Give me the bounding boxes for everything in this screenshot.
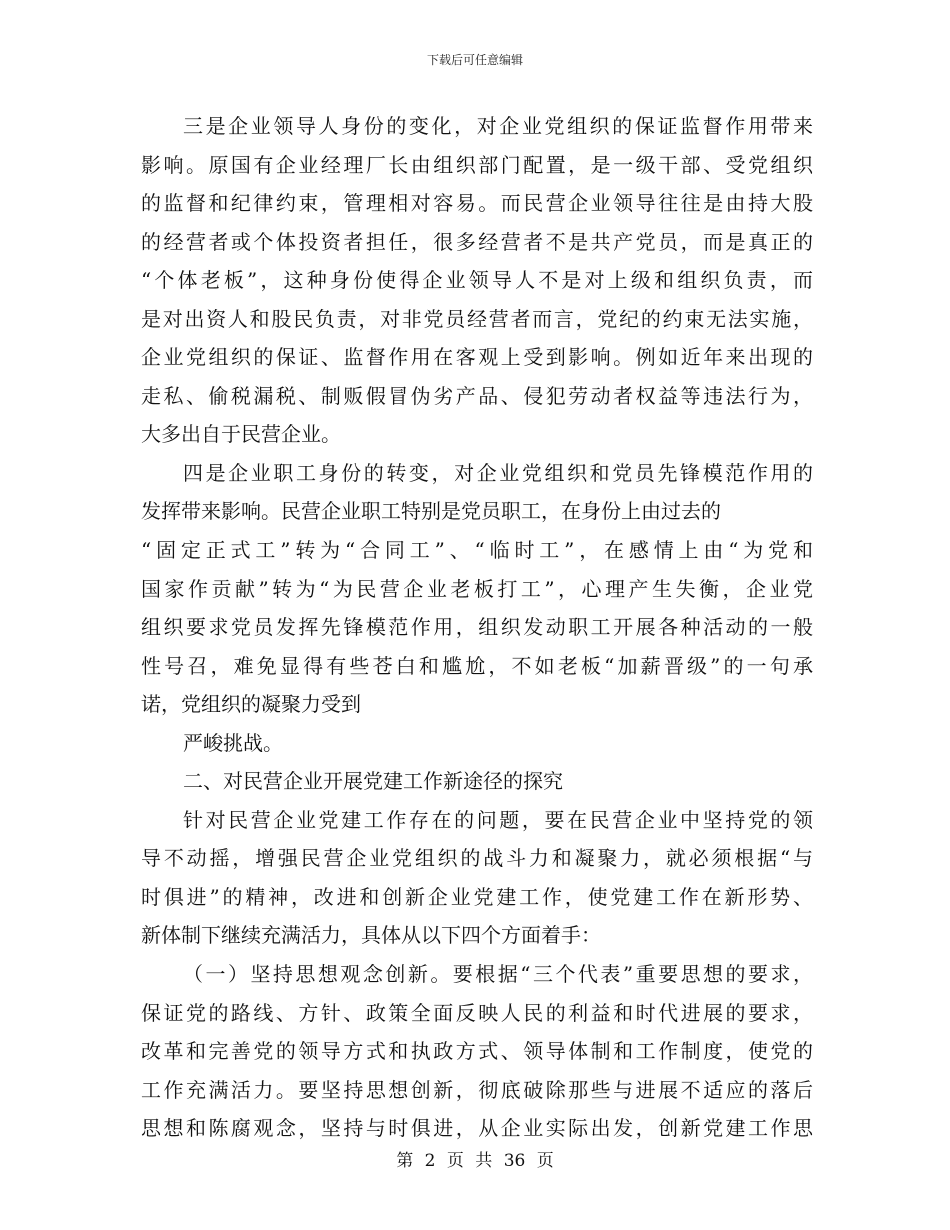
text-line: 保证党的路线、方针、政策全面反映人民的利益和时代进展的要求， bbox=[141, 1000, 813, 1025]
text-line: 新体制下继续充满活力，具体从以下四个方面着手： bbox=[141, 923, 601, 948]
page-footer: 第 2 页 共 36 页 bbox=[396, 1151, 554, 1171]
text-line: 二、对民营企业开展党建工作新途径的探究 bbox=[183, 769, 563, 794]
text-line: “个体老板”，这种身份使得企业领导人不是对上级和组织负责，而 bbox=[141, 268, 813, 293]
document-body bbox=[141, 107, 813, 1148]
text-line: 思想和陈腐观念，坚持与时俱进，从企业实际出发，创新党建工作思 bbox=[141, 1116, 813, 1141]
text-line: 导不动摇，增强民营企业党组织的战斗力和凝聚力，就必须根据“与 bbox=[141, 846, 813, 871]
text-line: 四是企业职工身份的转变，对企业党组织和党员先锋模范作用的 bbox=[183, 460, 813, 485]
text-line: （一）坚持思想观念创新。要根据“三个代表”重要思想的要求， bbox=[183, 962, 813, 987]
text-line: “固定正式工”转为“合同工”、“临时工”，在感情上由“为党和 bbox=[141, 538, 813, 563]
text-line: 是对出资人和股民负责，对非党员经营者而言，党纪的约束无法实施， bbox=[141, 306, 813, 331]
text-line: 针对民营企业党建工作存在的问题，要在民营企业中坚持党的领 bbox=[183, 807, 813, 832]
text-line: 大多出自于民营企业。 bbox=[141, 422, 341, 447]
text-line: 组织要求党员发挥先锋模范作用，组织发动职工开展各种活动的一般 bbox=[141, 615, 813, 640]
text-line: 的监督和纪律约束，管理相对容易。而民营企业领导往往是由持大股 bbox=[141, 191, 813, 216]
text-line: 工作充满活力。要坚持思想创新，彻底破除那些与进展不适应的落后 bbox=[141, 1077, 813, 1102]
text-line: 的经营者或个体投资者担任，很多经营者不是共产党员，而是真正的 bbox=[141, 229, 813, 254]
text-line: 时俱进”的精神，改进和创新企业党建工作，使党建工作在新形势、 bbox=[141, 884, 813, 909]
text-line: 诺，党组织的凝聚力受到 bbox=[141, 692, 361, 717]
text-line: 发挥带来影响。民营企业职工特别是党员职工，在身份上由过去的 bbox=[141, 499, 721, 524]
text-line: 性号召，难免显得有些苍白和尴尬，不如老板“加薪晋级”的一句承 bbox=[141, 653, 813, 678]
text-line: 改革和完善党的领导方式和执政方式、领导体制和工作制度，使党的 bbox=[141, 1039, 813, 1064]
text-line: 走私、偷税漏税、制贩假冒伪劣产品、侵犯劳动者权益等违法行为， bbox=[141, 383, 813, 408]
text-line: 企业党组织的保证、监督作用在客观上受到影响。例如近年来出现的 bbox=[141, 345, 813, 370]
text-line: 国家作贡献”转为“为民营企业老板打工”，心理产生失衡，企业党 bbox=[141, 576, 813, 601]
page-header: 下载后可任意编辑 bbox=[426, 53, 523, 67]
text-line: 严峻挑战。 bbox=[183, 730, 283, 755]
text-line: 影响。原国有企业经理厂长由组织部门配置，是一级干部、受党组织 bbox=[141, 152, 813, 177]
text-line: 三是企业领导人身份的变化，对企业党组织的保证监督作用带来 bbox=[183, 114, 813, 138]
